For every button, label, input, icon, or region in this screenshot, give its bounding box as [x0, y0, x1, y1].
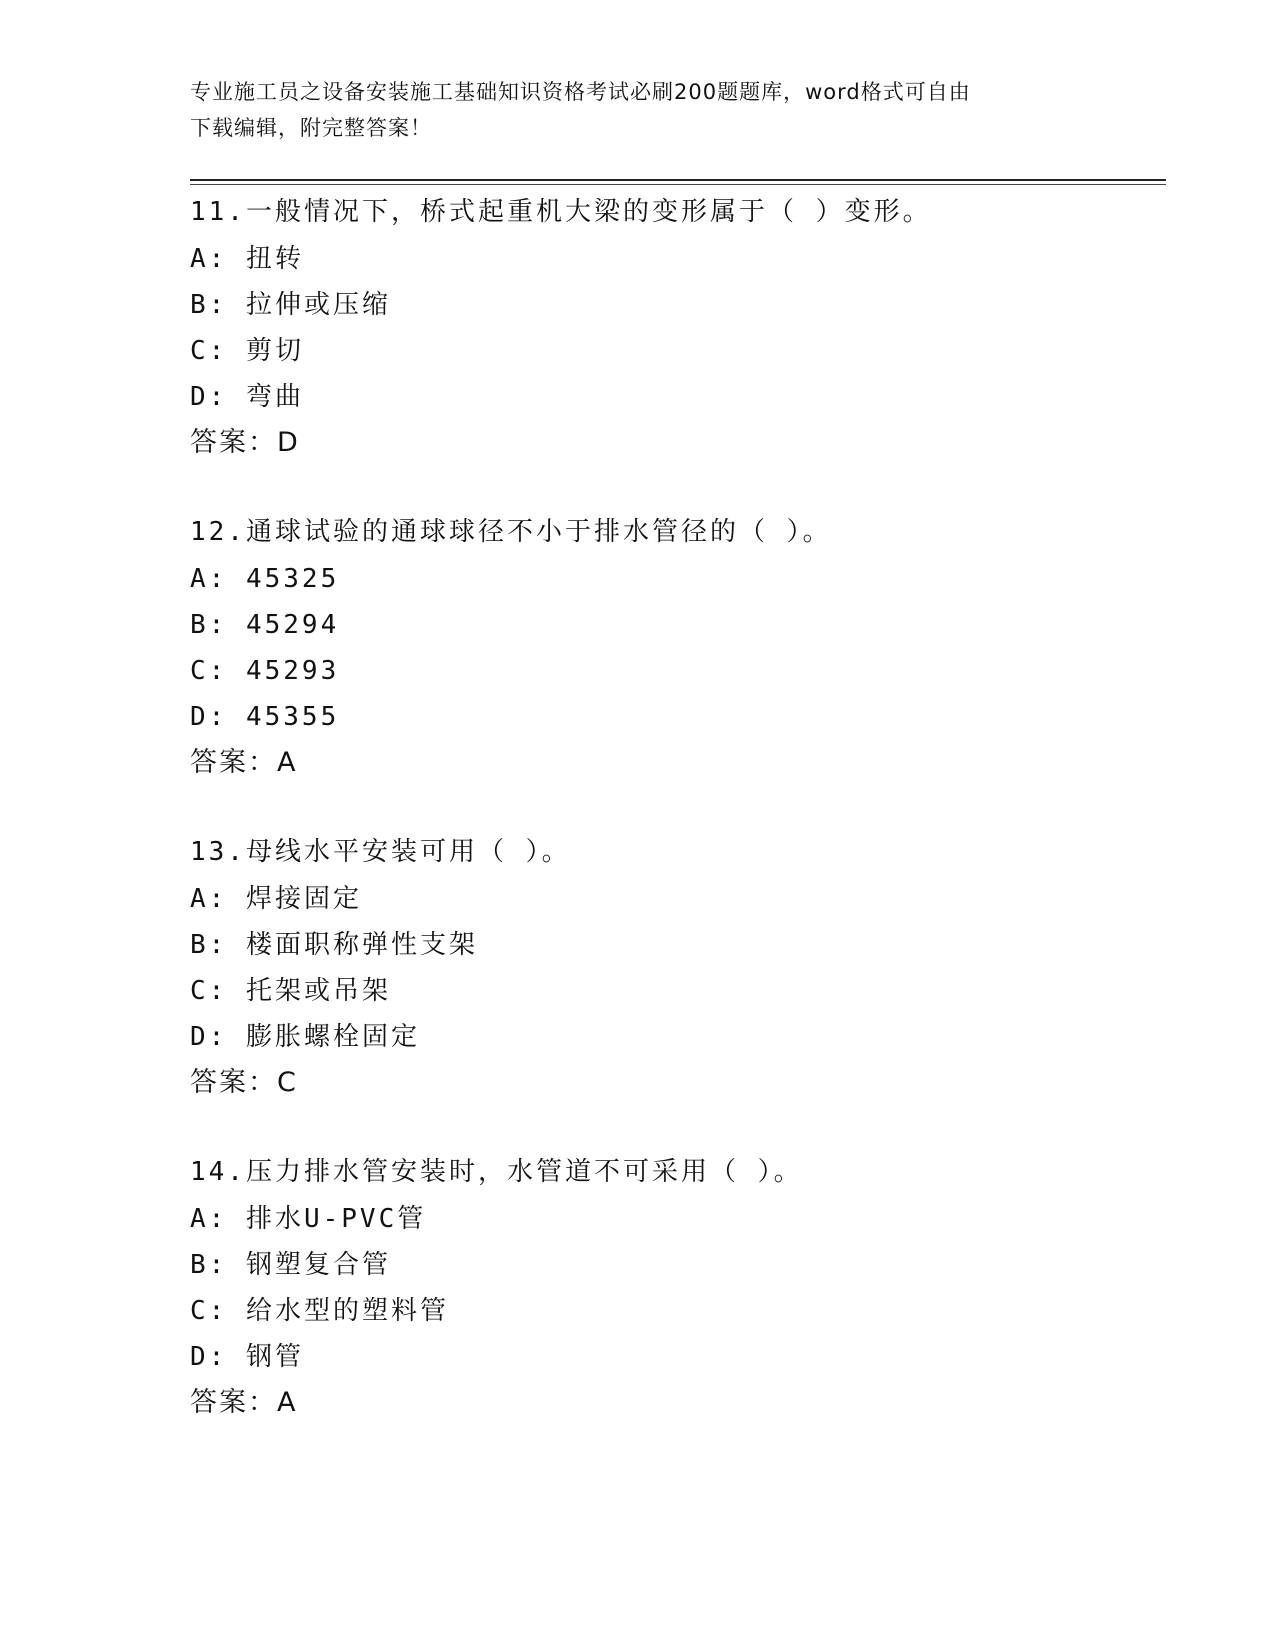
- option-b: B: 楼面职称弹性支架: [190, 930, 478, 960]
- option-a: A: 扭转: [190, 244, 304, 274]
- answer-line: 答案：D: [190, 427, 300, 458]
- answer-line: 答案：A: [190, 747, 298, 778]
- question-13: [190, 828, 1166, 1148]
- option-d: D: 45355: [190, 702, 340, 732]
- option-a: A: 排水U-PVC管: [190, 1204, 427, 1234]
- question-stem: 14.压力排水管安装时，水管道不可采用（ ）。: [190, 1157, 803, 1187]
- option-b: B: 45294: [190, 610, 340, 640]
- option-d: D: 钢管: [190, 1342, 304, 1372]
- option-c: C: 剪切: [190, 336, 304, 366]
- option-d: D: 膨胀螺栓固定: [190, 1022, 420, 1052]
- header-line-1: 专业施工员之设备安装施工基础知识资格考试必刷200题题库，word格式可自由: [190, 80, 971, 104]
- header-divider-thick: [190, 179, 1166, 181]
- question-11: [190, 188, 1166, 508]
- answer-line: 答案：A: [190, 1387, 298, 1418]
- header-divider-thin: [190, 184, 1166, 185]
- option-b: B: 钢塑复合管: [190, 1250, 391, 1280]
- question-stem: 11.一般情况下，桥式起重机大梁的变形属于（ ）变形。: [190, 197, 932, 227]
- option-b: B: 拉伸或压缩: [190, 290, 391, 320]
- question-14: [190, 1148, 1166, 1468]
- option-c: C: 45293: [190, 656, 340, 686]
- header-line-2: 下载编辑，附完整答案！: [190, 116, 432, 140]
- question-stem: 12.通球试验的通球球径不小于排水管径的（ ）。: [190, 517, 832, 547]
- option-a: A: 45325: [190, 564, 340, 594]
- question-12: [190, 508, 1166, 828]
- option-c: C: 托架或吊架: [190, 976, 391, 1006]
- answer-line: 答案：C: [190, 1067, 298, 1098]
- option-a: A: 焊接固定: [190, 884, 362, 914]
- document-header: [190, 74, 1090, 146]
- question-stem: 13.母线水平安装可用（ ）。: [190, 837, 571, 867]
- option-c: C: 给水型的塑料管: [190, 1296, 449, 1326]
- question-list: [190, 188, 1166, 1468]
- option-d: D: 弯曲: [190, 382, 304, 412]
